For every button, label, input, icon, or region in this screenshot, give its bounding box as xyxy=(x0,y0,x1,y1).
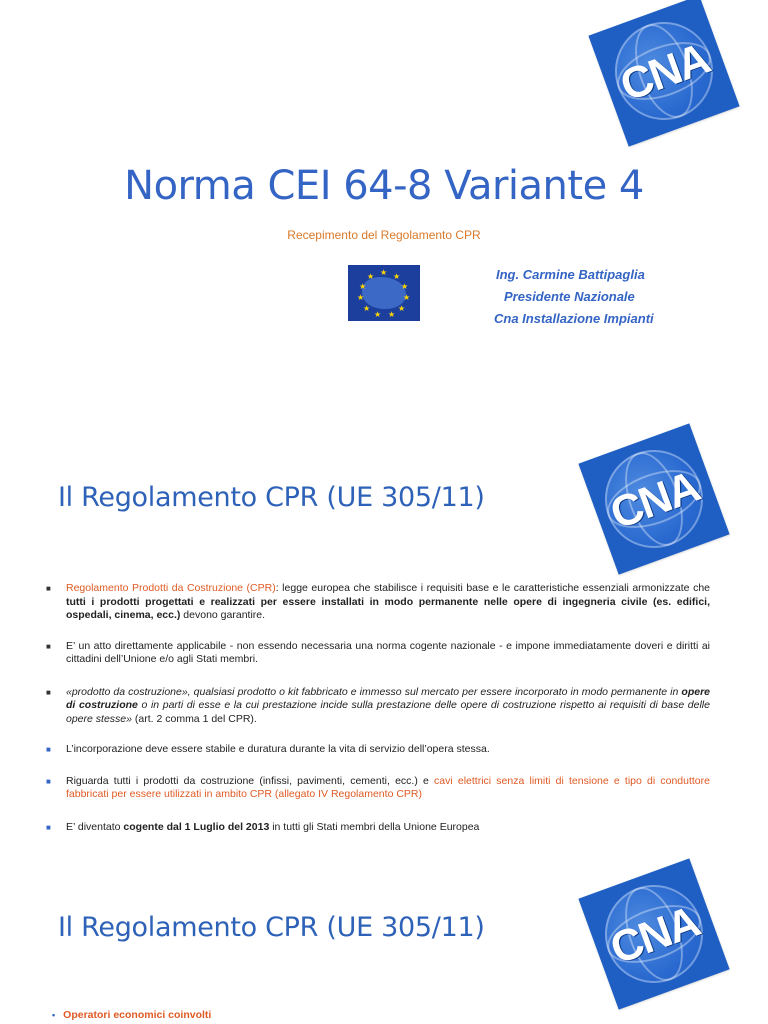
cna-logo xyxy=(588,0,739,147)
cna-logo xyxy=(578,423,729,574)
author-org: Cna Installazione Impianti xyxy=(494,311,654,326)
slide-regolamento xyxy=(0,420,768,860)
list-item: ■ «prodotto da costruzione», qualsiasi prodotto o kit fabbricato e immesso sul mercato per essere incorporato in modo permanente in opere di costruzione o in parti di esse e la cui prestazione incide sulla prestazione delle opere di costruzione rispetto ai requisiti di base delle opere stesse» (art. 2 comma 1 del CPR). xyxy=(46,685,710,725)
list-item: ■ Regolamento Prodotti da Costruzione (CPR): legge europea che stabilisce i requisiti base e le caratteristiche essenziali armonizzate che tutti i prodotti progettati e realizzati per essere installati in modo permanente nelle opere di ingegneria civile (es. edifici, ospedali, cinema, ecc.) devono garantire. xyxy=(46,582,710,621)
author-name: Ing. Carmine Battipaglia xyxy=(496,267,645,282)
square-bullet-icon: ■ xyxy=(46,584,51,593)
logo-text: CNA xyxy=(604,462,705,539)
square-bullet-icon: ■ xyxy=(46,745,51,754)
list-item: ■ L’incorporazione deve essere stabile e duratura durante la vita di servizio dell’opera stessa. xyxy=(46,743,490,755)
page-title: Norma CEI 64-8 Variante 4 xyxy=(124,163,644,209)
logo-text: CNA xyxy=(614,34,715,111)
square-bullet-icon: ■ xyxy=(46,776,51,786)
list-item: • Operatori economici coinvolti xyxy=(52,1009,212,1021)
author-role: Presidente Nazionale xyxy=(504,289,635,304)
slide-title xyxy=(0,0,768,420)
section-title: Il Regolamento CPR (UE 305/11) xyxy=(58,482,485,513)
square-bullet-icon: ■ xyxy=(46,822,51,832)
square-bullet-icon: ■ xyxy=(46,687,51,697)
bullet-list xyxy=(46,582,710,849)
list-item: ■ E’ diventato cogente dal 1 Luglio del 2013 in tutti gli Stati membri della Unione Europea xyxy=(46,820,480,833)
cna-logo xyxy=(578,858,729,1009)
section-title: Il Regolamento CPR (UE 305/11) xyxy=(58,912,485,943)
slide-operatori xyxy=(0,860,768,1024)
logo-text: CNA xyxy=(604,897,705,974)
square-bullet-icon: ■ xyxy=(46,641,51,651)
bullet-dot-icon: • xyxy=(52,1010,56,1020)
eu-flag-icon: ★ ★ ★ ★ ★ ★ ★ ★ ★ ★ ★ xyxy=(348,265,420,321)
list-item: ■ E’ un atto direttamente applicabile - non essendo necessaria una norma cogente nazionale - e impone immediatamente doveri e diritti ai cittadini dell’Unione e/o agli Stati membri. xyxy=(46,639,710,665)
list-item: ■ Riguarda tutti i prodotti da costruzione (infissi, pavimenti, cementi, ecc.) e cavi elettrici senza limiti di tensione e tipo di conduttore fabbricati per essere utilizzati in ambito CPR (allegato IV Regolamento CPR) xyxy=(46,774,710,800)
subtitle: Recepimento del Regolamento CPR xyxy=(287,228,481,242)
